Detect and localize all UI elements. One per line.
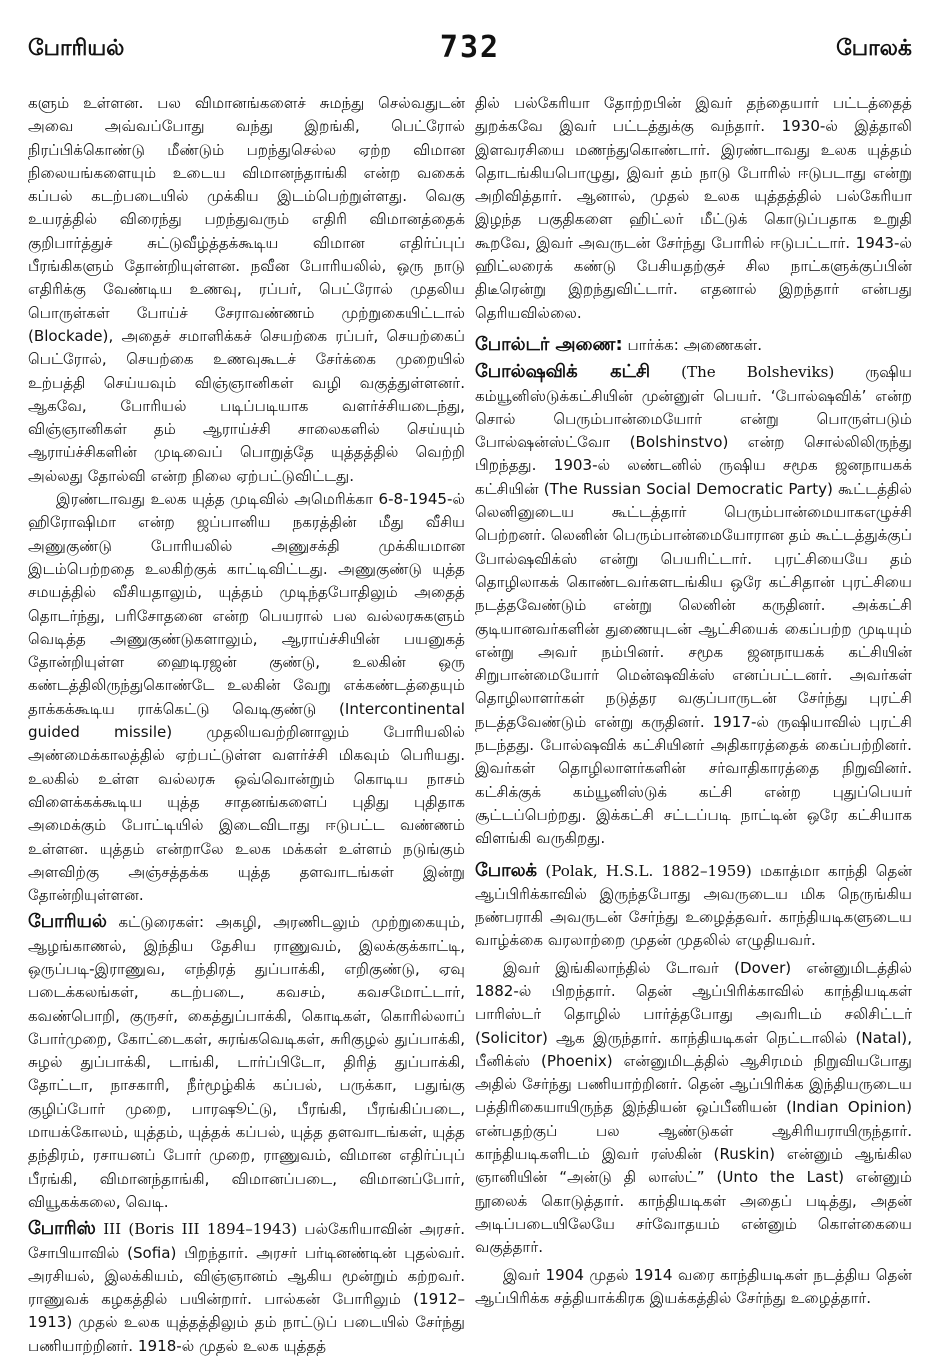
entry-body: பல்கேரியாவின் அரசர். சோபியாவில் (Sofia) பிறந்தார். அரசர் பர்டினண்டின் புதல்வர். அரசியல், இலக்கியம், விஞ்ஞானம் ஆகிய மூன்றும் கற்றவர். ராணுவக் கழகத்தில் பயின்றார். பால்கன் போரிலும் (1912–1913) முதல் உலக யுத்தத்திலும் தம் நாட்டுப் படையில் சேர்ந்து பணியாற்றினர். 1918-ல் முதல் உலக யுத்தத் — [28, 1220, 465, 1355]
entry-body: ருஷிய கம்யூனிஸ்டுக்கட்சியின் முன்னுள் பெயர். ‘போல்ஷவிக்’ என்ற சொல் பெரும்பான்மையோர் என்று பொருள்படும் போல்ஷன்ஸ்ட்வோ (Bolshinstvo) என்ற சொல்லிலிருந்து பிறந்தது. 1903-ல் லண்டனில் ருஷிய சமூக ஜனநாயகக் கட்சியின் (The Russian Social Democratic Party) கூட்டத்தில் லெனினுடைய கூட்டத்தார் பெரும்பான்மையாகஎழுச்சி பெற்றனர். லெனின் பெரும்பான்மையோரான தம் கூட்டத்துக்குப் போல்ஷவிக்ஸ் என்று பெயரிட்டார். புரட்சியையே தம் தொழிலாகக் கொண்டவர்களடங்கிய ஒரே கட்சிதான் புரட்சியை நடத்தவேண்டும் என்று லெனின் கருதினர். அக்கட்சி குடியானவர்களின் துணையுடன் ஆட்சியைக் கைப்பற்ற முடியும் என்று அவர் நம்பினர். சமூக ஜனநாயகக் கட்சியின் சிறுபான்மையோர் மென்ஷவிக்ஸ் எனப்பட்டனர். அவர்கள் தொழிலாளர்கள் நடுத்தர வகுப்பாருடன் சேர்ந்து புரட்சி நடத்தவேண்டும் என்று கருதினர். 1917-ல் ருஷியாவில் புரட்சி நடந்தது. போல்ஷவிக் கட்சியினர் அதிகாரத்தைக் கைப்பற்றினர். இவர்கள் தொழிலாளர்களின் சர்வாதிகாரத்தை நிறுவினர். கட்சிக்குக் கம்யூனிஸ்டுக் கட்சி என்ற புதுப்பெயர் சூட்டப்பெற்றது. இக்கட்சி சட்டப்படி நாட்டின் ஒரே கட்சியாக விளங்கி வருகிறது. — [475, 363, 912, 848]
entry-boulder-dam — [475, 333, 912, 357]
entry-body: கட்டுரைகள்: அகழி, அரணிடலும் முற்றுகையும், ஆழங்காணல், இந்திய தேசிய ராணுவம், இலக்குக்காட்டி, ஒருப்படி-இராணுவ, எந்திரத் துப்பாக்கி, எறிகுண்டு, ஏவு படைக்கலங்கள், கடற்படை, கவசம், கவசமோட்டார், கவண்பொறி, குருசர், கைத்துப்பாக்கி, கொடிகள், கொரில்லாப் போர்முறை, கோட்டைகள், சுரங்கவெடிகள், சுரிகுழல் துப்பாக்கி, சுழல் துப்பாக்கி, டாங்கி, டார்ப்பிடோ, திரித் துப்பாக்கி, தோட்டா, நாசகாரி, நீர்மூழ்கிக் கப்பல், பருக்கா, பதுங்கு குழிப்போர் முறை, பாரஷூட்டு, பீரங்கி, பீரங்கிப்படை, மாயக்கோலம், யுத்தம், யுத்தக் கப்பல், யுத்த தளவாடங்கள், யுத்த தந்திரம், ரசாயனப் போர் முறை, ராணுவம், விமான எதிர்ப்புப் பீரங்கி, விமானந்தாங்கி, விமானப்படை, விமானப்போர், வியூகக்கலை, வெடி. — [28, 913, 465, 1211]
page-number: 732 — [439, 30, 501, 65]
entry-bolsheviks — [475, 360, 912, 850]
paragraph-polak-satyagraha: இவர் 1904 முதல் 1914 வரை காந்தியடிகள் நடத்திய தென் ஆப்பிரிக்க சத்தியாக்கிரக இயக்கத்தில் சேர்ந்து உழைத்தார். — [475, 1265, 912, 1307]
header-left-guide-word: போரியல் — [28, 36, 125, 61]
continued-paragraph: களும் உள்ளன. பல விமானங்களைச் சுமந்து செல்வதுடன் அவை அவ்வப்போது வந்து இறங்கி, பெட்ரோல் நிரப்பிக்கொண்டு மீண்டும் பறந்துசெல்ல ஏற்ற விமான நிலையங்களையும் உடைய விமானந்தாங்கி என்ற வகைக் கப்பல் கடற்படையில் முக்கிய இடம்பெற்றுள்ளது. வெகு உயரத்தில் விரைந்து பறந்துவரும் எதிரி விமானத்தைக் குறிபார்த்துச் சுட்டுவீழ்த்தக்கூடிய விமான எதிர்ப்புப் பீரங்கிகளும் தோன்றியுள்ளன. நவீன போரியலில், ஒரு நாடு எதிரிக்கு வேண்டிய உணவு, ரப்பர், பெட்ரோல் முதலிய பொருள்கள் போய்ச் சேராவண்ணம் முற்றுகையிட்டால் (Blockade), அதைச் சமாளிக்கச் செயற்கை ரப்பர், செயற்கைப் பெட்ரோல், செயற்கை உணவுகூடச் சேர்க்கை முறையில் உற்பத்தி செய்யவும் விஞ்ஞானிகள் வழி வகுத்துள்ளனர். ஆகவே, போரியல் படிப்படியாக வளர்ச்சியடைந்து, விஞ்ஞானிகள் தம் ஆராய்ச்சி சாலைகளில் செய்யும் ஆராய்ச்சிகளின் முடிவைப் பொறுத்தே யுத்தத்தில் வெற்றி அல்லது தோல்வி என்ற நிலை ஏற்பட்டுவிட்டது. — [28, 94, 465, 485]
continued-paragraph: தில் பல்கேரியா தோற்றபின் இவர் தந்தையார் பட்டத்தைத் துறக்கவே இவர் பட்டத்துக்கு வந்தார். 1930-ல் இத்தாலி இளவரசியை மணந்துகொண்டார். இரண்டாவது உலக யுத்தம் தொடங்கியபொழுது, இவர் தம் நாடு போரில் ஈடுபடாது என்று அறிவித்தார். ஆனால், முதல் உலக யுத்தத்தில் பல்கேரியா இழந்த பகுதிகளை ஹிட்லர் மீட்டுக் கொடுப்பதாக உறுதி கூறவே, இவர் அவருடன் சேர்ந்து போரில் ஈடுபட்டார். 1943-ல் ஹிட்லரைக் கண்டு பேசியதற்குச் சில நாட்களுக்குப்பின் திடீரென்று இறந்துவிட்டார். எதனால் இறந்தார் என்பது தெரியவில்லை. — [475, 94, 912, 322]
entry-body: மகாத்மா காந்தி தென் ஆப்பிரிக்காவில் இருந்தபோது அவருடைய மிக நெருங்கிய நண்பராகி அவருடன் சேர்ந்து உழைத்தவர். காந்தியடிகளுடைய வாழ்க்கை வரலாற்றை முதன் முதலில் எழுதியவர். — [475, 861, 912, 950]
paragraph-atomic-warfare: இரண்டாவது உலக யுத்த முடிவில் அமெரிக்கா 6-8-1945-ல் ஹிரோஷிமா என்ற ஜப்பானிய நகரத்தின் மீது வீசிய அணுகுண்டு போரியலில் அணுசக்தி முக்கியமான இடம்பெற்றதை உலகிற்குக் காட்டிவிட்டது. அணுகுண்டு யுத்த சமயத்தில் வீசியதாலும், யுத்தம் முடிந்தபோதிலும் அதைத் தொடர்ந்து, பரிசோதனை என்ற பெயரால் பல வல்லரசுகளும் வெடித்த அணுகுண்டுகளாலும், ஆராய்ச்சியின் பயனுகத் தோன்றியுள்ள ஹைடிரஜன் குண்டு, உலகின் ஒரு கண்டத்திலிருந்துகொண்டே உலகின் வேறு எக்கண்டத்தையும் தாக்கக்கூடிய ராக்கெட்டு வெடிகுண்டு (Intercontinental guided missile) முதலியவற்றினாலும் போரியலில் அண்மைக்காலத்தில் ஏற்பட்டுள்ள வளர்ச்சி மிகவும் பெரியது. உலகில் உள்ள வல்லரசு ஒவ்வொன்றும் கொடிய நாசம் விளைக்கக்கூடிய யுத்த சாதனங்களைப் புதிது புதிதாக அமைக்கும் போட்டியில் இடைவிடாது ஈடுபட்ட வண்ணம் உள்ளன. யுத்தம் என்றாலே உலக மக்கள் உள்ளம் நடுங்கும் அளவிற்கு அஞ்சத்தக்க யுத்த தளவாடங்கள் இன்று தோன்றியுள்ளன. — [28, 490, 465, 905]
entry-headword: போரியல் — [28, 911, 107, 933]
entry-polak — [475, 859, 912, 953]
left-column — [28, 92, 465, 1355]
paragraph-polak-life: இவர் இங்கிலாந்தில் டோவர் (Dover) என்னுமிடத்தில் 1882-ல் பிறந்தார். தென் ஆப்பிரிக்காவில் காந்தியடிகள் பாரிஸ்டர் தொழில் பார்த்தபோது அவரிடம் சலிசிட்டர் (Solicitor) ஆக இருந்தார். காந்தியடிகள் நெட்டாலில் (Natal), பீனிக்ஸ் (Phoenix) என்னுமிடத்தில் ஆசிரமம் நிறுவியபோது அதில் சேர்ந்து பணியாற்றினர். தென் ஆப்பிரிக்க இந்தியருடைய பத்திரிகையாயிருந்த இந்தியன் ஒப்பீனியன் (Indian Opinion) என்பதற்குப் பல ஆண்டுகள் ஆசிரியராயிருந்தார். காந்தியடிகளிடம் இவர் ரஸ்கின் (Ruskin) என்னும் ஆங்கில ஞானியின் “அன்டு தி லாஸ்ட்” (Unto the Last) என்னும் நூலைக் கொடுத்தார். காந்தியடிகள் அதைப் படித்து, அதன் அடிப்படையிலேயே சர்வோதயம் என்னும் கொள்கையை வகுத்தார். — [475, 958, 912, 1257]
entry-body: பார்க்க: அணைகள். — [622, 335, 762, 354]
entry-headword: போலக் — [475, 859, 538, 881]
page-header — [28, 30, 912, 70]
right-column — [475, 92, 912, 1312]
entry-headword: போரிஸ் — [28, 1218, 96, 1240]
header-right-guide-word: போலக் — [836, 36, 912, 61]
entry-meta: (Polak, H.S.L. 1882–1959) — [537, 861, 752, 880]
entry-meta: (The Bolsheviks) — [650, 363, 835, 382]
entry-boris-iii — [28, 1217, 465, 1358]
entry-poriyal-articles — [28, 910, 465, 1214]
entry-headword: போல்டர் அணை: — [475, 333, 623, 355]
entry-meta: III (Boris III 1894–1943) — [95, 1220, 298, 1239]
entry-headword: போல்ஷவிக் கட்சி — [475, 361, 651, 383]
